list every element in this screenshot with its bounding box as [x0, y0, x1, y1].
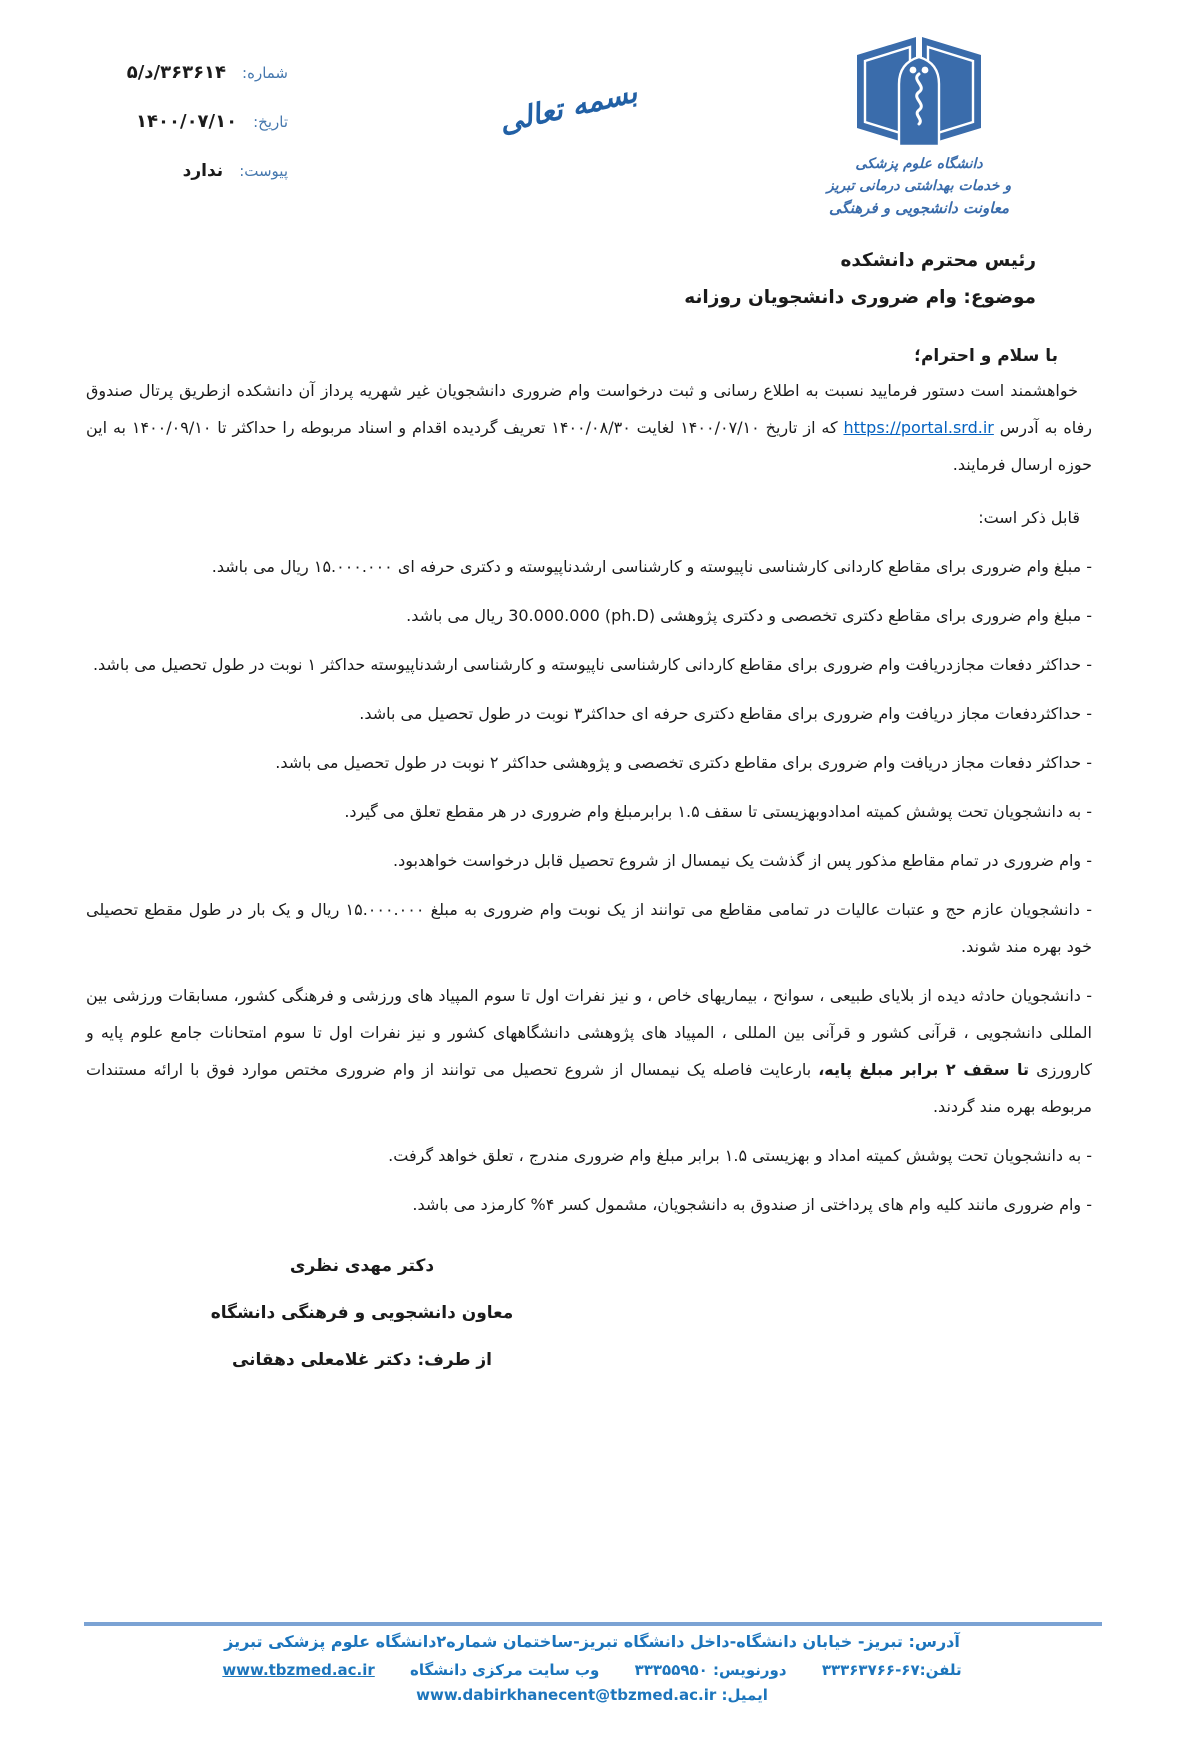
signer-on-behalf: از طرف: دکتر غلامعلی دهقانی [231, 1350, 493, 1370]
number-label: شماره: [242, 63, 288, 82]
salutation: با سلام و احترام؛ [914, 346, 1058, 366]
bullet-hajj-pilgrims: - دانشجویان عازم حج و عتبات عالیات در تمامی مقاطع می توانند از یک نوبت وام ضروری به مبلغ ۱۵.۰۰۰.۰۰۰ ریال و یک بار در طول مقطع تحصیلی خود بهره مند شوند. [86, 900, 1092, 956]
bismillah-calligraphy: بسمه تعالی [495, 74, 641, 140]
letter-body [86, 250, 1092, 1384]
letter-meta-block [68, 48, 288, 195]
footer-website-link[interactable]: www.tbzmed.ac.ir [222, 1661, 375, 1679]
special-cases-text-start: - دانشجویان حادثه دیده از بلایای طبیعی ، سوانح ، بیماریهای خاص ، و نیز نفرات اول تا سوم المپیاد های ورزشی و فرهنگی کشور، مسابقات ورزشی بین المللی دانشجویی ، قرآنی کشور و قرآنی بین المللی ، المپیاد های پژوهشی دانشگاههای کشور و نیز نفرات اول تا سوم امتحانات جامع علوم پایه و کارورزی [86, 986, 1093, 1079]
footer-email-row [0, 1686, 1184, 1704]
signature-block [192, 1243, 532, 1384]
meta-row-number [68, 48, 288, 97]
signer-title: معاون دانشجویی و فرهنگی دانشگاه [210, 1303, 514, 1323]
footer-divider [84, 1622, 1102, 1626]
footer-email-link[interactable]: www.dabirkhanecent@tbzmed.ac.ir [416, 1686, 717, 1704]
bullet-loan-amount-basic: - مبلغ وام ضروری برای مقاطع کاردانی کارشناسی ناپیوسته و کارشناسی ارشدناپیوسته و دکتری حرفه ای ۱۵.۰۰۰.۰۰۰ ریال می باشد. [211, 557, 1092, 576]
footer-address: آدرس: تبریز- خیابان دانشگاه-داخل دانشگاه تبریز-ساختمان شماره۲دانشگاه علوم پزشکی تبریز [224, 1632, 960, 1651]
bullet-special-cases [86, 977, 1092, 1125]
subject-heading: موضوع: وام ضروری دانشجویان روزانه [684, 287, 1036, 308]
bullet-fee-deduction: - وام ضروری مانند کلیه وام های پرداختی از صندوق به دانشجویان، مشمول کسر ۴% کارمزد می باشد. [412, 1195, 1092, 1214]
date-label: تاریخ: [253, 112, 288, 131]
bullet-welfare-committee-cap: - به دانشجویان تحت پوشش کمیته امدادوبهزیستی تا سقف ۱.۵ برابرمبلغ وام ضروری در هر مقطع تعلق می گیرد. [344, 802, 1092, 821]
special-cases-bold-cap: تا سقف ۲ برابر مبلغ پایه، [818, 1060, 1030, 1079]
recipient-heading: رئیس محترم دانشکده [840, 250, 1036, 271]
bullet-max-times-professional: - حداکثردفعات مجاز دریافت وام ضروری برای مقاطع دکتری حرفه ای حداکثر۳ نوبت در طول تحصیل می باشد. [359, 704, 1092, 723]
note-heading: قابل ذکر است: [978, 508, 1080, 527]
university-logo [794, 34, 1044, 221]
footer-phone: تلفن:۶۷-۳۳۳۶۳۷۶۶ [821, 1661, 962, 1679]
intro-text-after-link: که از تاریخ ۱۴۰۰/۰۷/۱۰ لغایت ۱۴۰۰/۰۸/۳۰ تعریف گردیده اقدام و اسناد مربوطه را حداکثر تا ۱۴۰۰/۰۹/۱۰ به این حوزه ارسال فرمایند. [86, 418, 1092, 474]
footer-email-label: ایمیل: [721, 1686, 768, 1704]
portal-link[interactable]: https://portal.srd.ir [843, 418, 994, 437]
footer-contacts [0, 1661, 1184, 1679]
footer-fax: دورنویس: ۳۳۳۵۵۹۵۰ [634, 1661, 787, 1679]
intro-text-before-link: خواهشمند است دستور فرمایید نسبت به اطلاع رسانی و ثبت درخواست وام ضروری دانشجویان غیر شهریه پرداز آن دانشکده ازطریق پرتال صندوق رفاه به آدرس [86, 381, 1093, 437]
logo-text-line1: دانشگاه علوم پزشکی [855, 156, 983, 172]
bullet-one-semester-rule: - وام ضروری در تمام مقاطع مذکور پس از گذشت یک نیمسال از شروع تحصیل قابل درخواست خواهدبود. [393, 851, 1092, 870]
date-value: ۱۴۰۰/۰۷/۱۰ [136, 111, 238, 132]
bullet-loan-amount-phd: - مبلغ وام ضروری برای مقاطع دکتری تخصصی و دکتری پژوهشی (ph.D) 30.000.000 ریال می باشد. [406, 606, 1092, 625]
meta-row-date [68, 97, 288, 146]
bullet-max-times-phd: - حداکثر دفعات مجاز دریافت وام ضروری برای مقاطع دکتری تخصصی و پژوهشی حداکثر ۲ نوبت در طول تحصیل می باشد. [275, 753, 1092, 772]
intro-paragraph [86, 372, 1092, 483]
footer-website-label: وب سایت مرکزی دانشگاه [410, 1661, 600, 1679]
open-book-medical-emblem-icon [840, 34, 998, 150]
signer-name: دکتر مهدی نظری [289, 1256, 435, 1276]
number-value: ۳۶۳۶۱۴/د/۵ [126, 62, 227, 83]
meta-row-attachment [68, 146, 288, 195]
bullet-committee-multiplier: - به دانشجویان تحت پوشش کمیته امداد و بهزیستی ۱.۵ برابر مبلغ وام ضروری مندرج ، تعلق خواهد گرفت. [388, 1146, 1092, 1165]
special-cases-text-end: بارعایت فاصله یک نیمسال از شروع تحصیل می توانند از وام ضروری مختص موارد فوق با ارائه مستندات مربوطه بهره مند گردند. [86, 1060, 1092, 1116]
attachment-label: پیوست: [239, 161, 288, 180]
logo-text-line2: و خدمات بهداشتی درمانی تبریز [826, 177, 1012, 194]
attachment-value: ندارد [182, 160, 224, 181]
bullet-max-times-basic: - حداکثر دفعات مجازدریافت وام ضروری برای مقاطع کاردانی کارشناسی ناپیوسته و کارشناسی ارشدناپیوسته حداکثر ۱ نوبت در طول تحصیل می باشد. [92, 655, 1092, 674]
logo-text-line3: معاونت دانشجویی و فرهنگی [828, 199, 1010, 218]
